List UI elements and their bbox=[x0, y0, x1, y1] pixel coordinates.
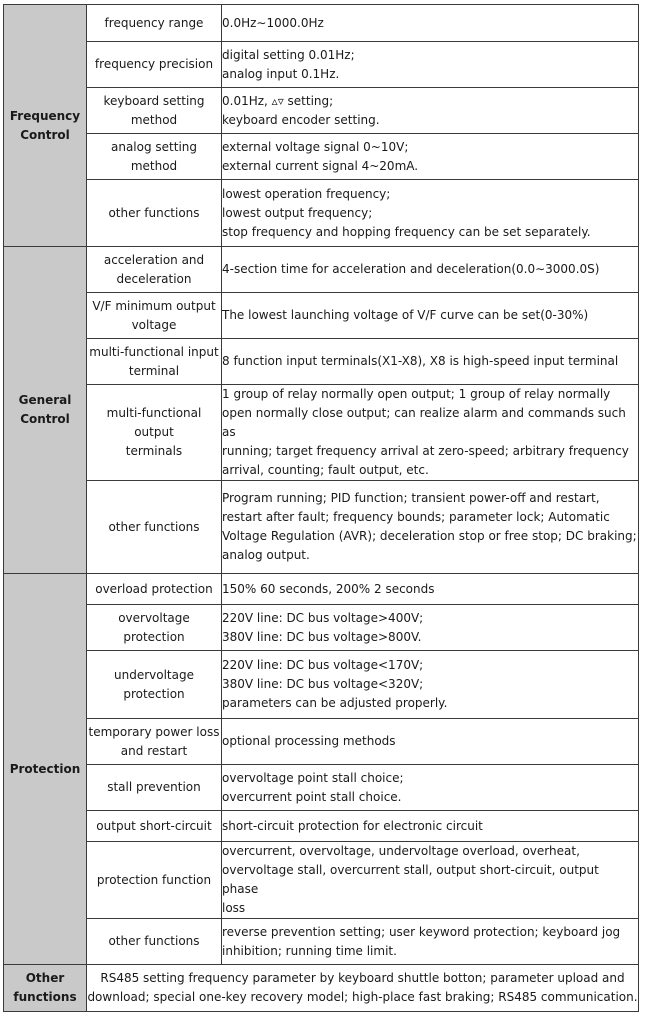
table-row bbox=[4, 42, 639, 88]
table-row bbox=[4, 88, 639, 134]
table-row bbox=[4, 339, 639, 385]
table-row bbox=[4, 134, 639, 180]
item-label: protection function bbox=[87, 842, 222, 919]
specification-table bbox=[3, 4, 639, 1012]
item-label: multi-functional output terminals bbox=[87, 385, 222, 481]
item-label: analog setting method bbox=[87, 134, 222, 180]
item-label: overvoltage protection bbox=[87, 605, 222, 651]
item-label: multi-functional input terminal bbox=[87, 339, 222, 385]
item-label: temporary power loss and restart bbox=[87, 719, 222, 765]
item-label: undervoltage protection bbox=[87, 651, 222, 719]
item-description: 0.0Hz∼1000.0Hz bbox=[222, 5, 639, 42]
item-description: 8 function input terminals(X1-X8), X8 is high-speed input terminal bbox=[222, 339, 639, 385]
item-description: overcurrent, overvoltage, undervoltage overload, overheat, overvoltage stall, overcurrent stall, output short-circuit, output phase loss bbox=[222, 842, 639, 919]
item-description: 220V line: DC bus voltage<170V; 380V line: DC bus voltage<320V; parameters can be adjusted properly. bbox=[222, 651, 639, 719]
item-label: keyboard setting method bbox=[87, 88, 222, 134]
item-description: lowest operation frequency; lowest output frequency; stop frequency and hopping frequency can be set separately. bbox=[222, 180, 639, 247]
item-label: stall prevention bbox=[87, 765, 222, 811]
table-row bbox=[4, 481, 639, 574]
table-row bbox=[4, 247, 639, 293]
table-row bbox=[4, 719, 639, 765]
table-row bbox=[4, 574, 639, 605]
table-row bbox=[4, 5, 639, 42]
item-description: short-circuit protection for electronic circuit bbox=[222, 811, 639, 842]
table-row bbox=[4, 651, 639, 719]
item-description: Program running; PID function; transient power-off and restart, restart after fault; frequency bounds; parameter lock; Automatic Voltage Regulation (AVR); deceleration stop or free stop; DC braking; analog output. bbox=[222, 481, 639, 574]
category-protection: Protection bbox=[4, 574, 87, 965]
item-description: reverse prevention setting; user keyword protection; keyboard jog inhibition; running time limit. bbox=[222, 919, 639, 965]
category-general-control: General Control bbox=[4, 247, 87, 574]
item-description: external voltage signal 0~10V; external current signal 4~20mA. bbox=[222, 134, 639, 180]
item-label: other functions bbox=[87, 180, 222, 247]
item-description: 150% 60 seconds, 200% 2 seconds bbox=[222, 574, 639, 605]
item-description: 0.01Hz, ▵▿ setting; keyboard encoder setting. bbox=[222, 88, 639, 134]
item-label: frequency precision bbox=[87, 42, 222, 88]
table-row bbox=[4, 180, 639, 247]
item-label: other functions bbox=[87, 481, 222, 574]
item-description: digital setting 0.01Hz; analog input 0.1Hz. bbox=[222, 42, 639, 88]
item-description: optional processing methods bbox=[222, 719, 639, 765]
item-label: V/F minimum output voltage bbox=[87, 293, 222, 339]
table-row bbox=[4, 385, 639, 481]
category-other-functions: Other functions bbox=[4, 965, 87, 1012]
table-row bbox=[4, 965, 639, 1012]
item-description: The lowest launching voltage of V/F curve can be set(0-30%) bbox=[222, 293, 639, 339]
item-description: overvoltage point stall choice; overcurrent point stall choice. bbox=[222, 765, 639, 811]
item-description: 4-section time for acceleration and deceleration(0.0∼3000.0S) bbox=[222, 247, 639, 293]
item-label: frequency range bbox=[87, 5, 222, 42]
item-description: 220V line: DC bus voltage>400V; 380V line: DC bus voltage>800V. bbox=[222, 605, 639, 651]
item-label: overload protection bbox=[87, 574, 222, 605]
item-description: 1 group of relay normally open output; 1 group of relay normally open normally close output; can realize alarm and commands such as running; target frequency arrival at zero-speed; arbitrary frequency arrival, counting; fault output, etc. bbox=[222, 385, 639, 481]
table-row bbox=[4, 605, 639, 651]
table-row bbox=[4, 293, 639, 339]
other-functions-description: RS485 setting frequency parameter by keyboard shuttle botton; parameter upload and download; special one-key recovery model; high-place fast braking; RS485 communication. bbox=[87, 965, 639, 1012]
item-label: other functions bbox=[87, 919, 222, 965]
table-row bbox=[4, 919, 639, 965]
table-row bbox=[4, 842, 639, 919]
table-row bbox=[4, 765, 639, 811]
item-label: output short-circuit bbox=[87, 811, 222, 842]
table-row bbox=[4, 811, 639, 842]
item-label: acceleration and deceleration bbox=[87, 247, 222, 293]
category-frequency-control: Frequency Control bbox=[4, 5, 87, 247]
